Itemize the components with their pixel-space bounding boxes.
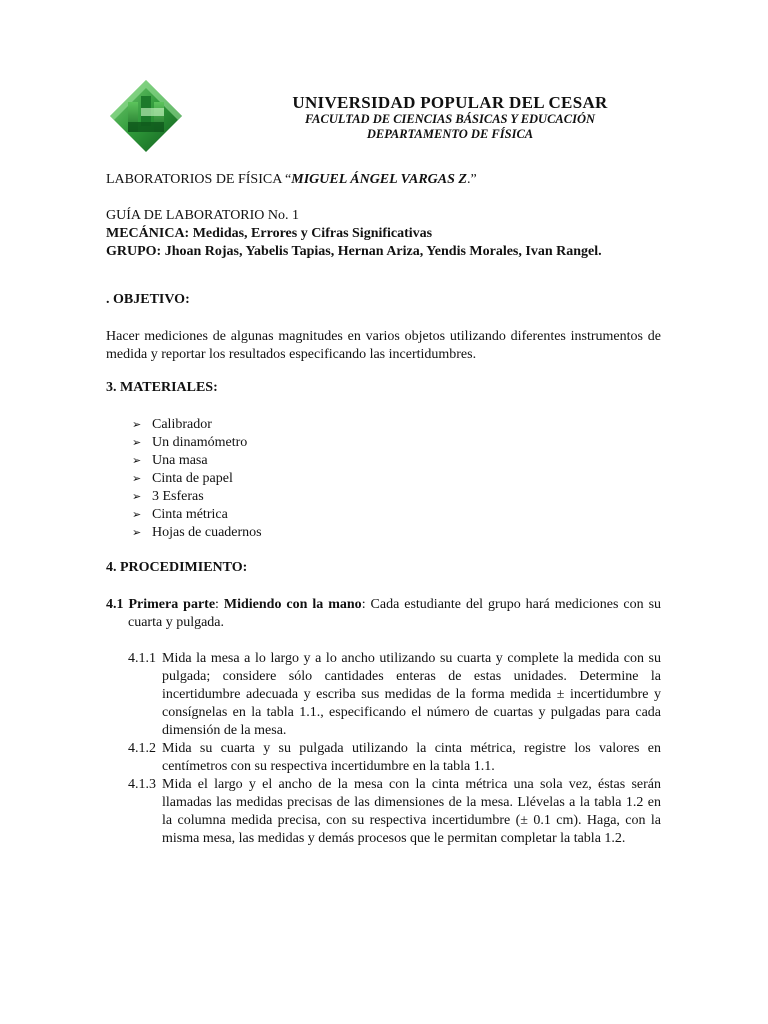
faculty-name: FACULTAD DE CIENCIAS BÁSICAS Y EDUCACIÓN <box>304 112 596 126</box>
list-item: ➢ 3 Esferas <box>132 489 204 504</box>
step-4-1-1: 4.1.1 Mida la mesa a lo largo y a lo ancho utilizando su cuarta y complete la medida con su pulgada; considere sólo cantidades enteras de estas unidades. Determine la incertidumbre adecuada y escriba sus medidas de la forma medida ± incertidumbre y consígnelas en la tabla 1.1., especificando el número de cuartas y pulgadas para cada dimensión de la mesa. <box>128 651 661 738</box>
arrow-bullet-icon: ➢ <box>132 490 142 503</box>
materials-heading: 3. MATERIALES: <box>106 380 218 395</box>
step-4-1-2: 4.1.2 Mida su cuarta y su pulgada utilizando la cinta métrica, registre los valores en centímetros con su respectiva incertidumbre en la tabla 1.1. <box>128 741 661 774</box>
lab-prefix: LABORATORIOS DE FÍSICA “ <box>106 172 292 187</box>
step-4-1-3: 4.1.3 Mida el largo y el ancho de la mesa con la cinta métrica una sola vez, éstas serán llamadas las medidas precisas de las dimensiones de la mesa. Llévelas a la tabla 1.2 en la columna medida precisa, con su respectiva incertidumbre (± 0.1 cm). Haga, con la misma mesa, las medidas y demás procesos que le permitan completar la tabla 1.2. <box>128 777 661 846</box>
part1-text: : Cada estudiante del grupo hará mediciones con su cuarta y pulgada. <box>128 597 662 630</box>
lab-title <box>106 172 477 188</box>
list-item: ➢ Cinta métrica <box>132 507 228 522</box>
arrow-bullet-icon: ➢ <box>132 436 142 449</box>
materials-list <box>132 416 262 542</box>
lab-suffix: .” <box>466 172 477 187</box>
arrow-bullet-icon: ➢ <box>132 454 142 467</box>
list-item: ➢ Cinta de papel <box>132 471 233 486</box>
objective-heading: . OBJETIVO: <box>106 292 190 307</box>
part1-label: 4.1 Primera parte <box>106 597 216 612</box>
list-item: ➢ Una masa <box>132 453 208 468</box>
arrow-bullet-icon: ➢ <box>132 526 142 539</box>
lab-name: MIGUEL ÁNGEL VARGAS Z <box>291 172 467 187</box>
list-item: ➢ Calibrador <box>132 417 212 432</box>
objective-text: Hacer mediciones de algunas magnitudes en varios objetos utilizando diferentes instrumentos de medida y reportar los resultados especificando las incertidumbres. <box>106 329 661 362</box>
list-item: ➢ Un dinamómetro <box>132 435 248 450</box>
arrow-bullet-icon: ➢ <box>132 508 142 521</box>
guide-topic: MECÁNICA: Medidas, Errores y Cifras Significativas <box>106 226 433 241</box>
part1-paragraph: 4.1 Primera parte: Midiendo con la mano: Cada estudiante del grupo hará mediciones con su cuarta y pulgada. <box>106 597 662 630</box>
university-logo-icon <box>108 78 184 154</box>
arrow-bullet-icon: ➢ <box>132 418 142 431</box>
list-item: ➢ Hojas de cuadernos <box>132 525 262 540</box>
guide-title: GUÍA DE LABORATORIO No. 1 <box>106 208 300 223</box>
department-name: DEPARTAMENTO DE FÍSICA <box>366 127 534 141</box>
arrow-bullet-icon: ➢ <box>132 472 142 485</box>
procedure-heading: 4. PROCEDIMIENTO: <box>106 560 248 575</box>
university-name: UNIVERSIDAD POPULAR DEL CESAR <box>292 93 608 112</box>
guide-group: GRUPO: Jhoan Rojas, Yabelis Tapias, Hernan Ariza, Yendis Morales, Ivan Rangel. <box>106 244 602 259</box>
part1-title: Midiendo con la mano <box>223 597 362 612</box>
